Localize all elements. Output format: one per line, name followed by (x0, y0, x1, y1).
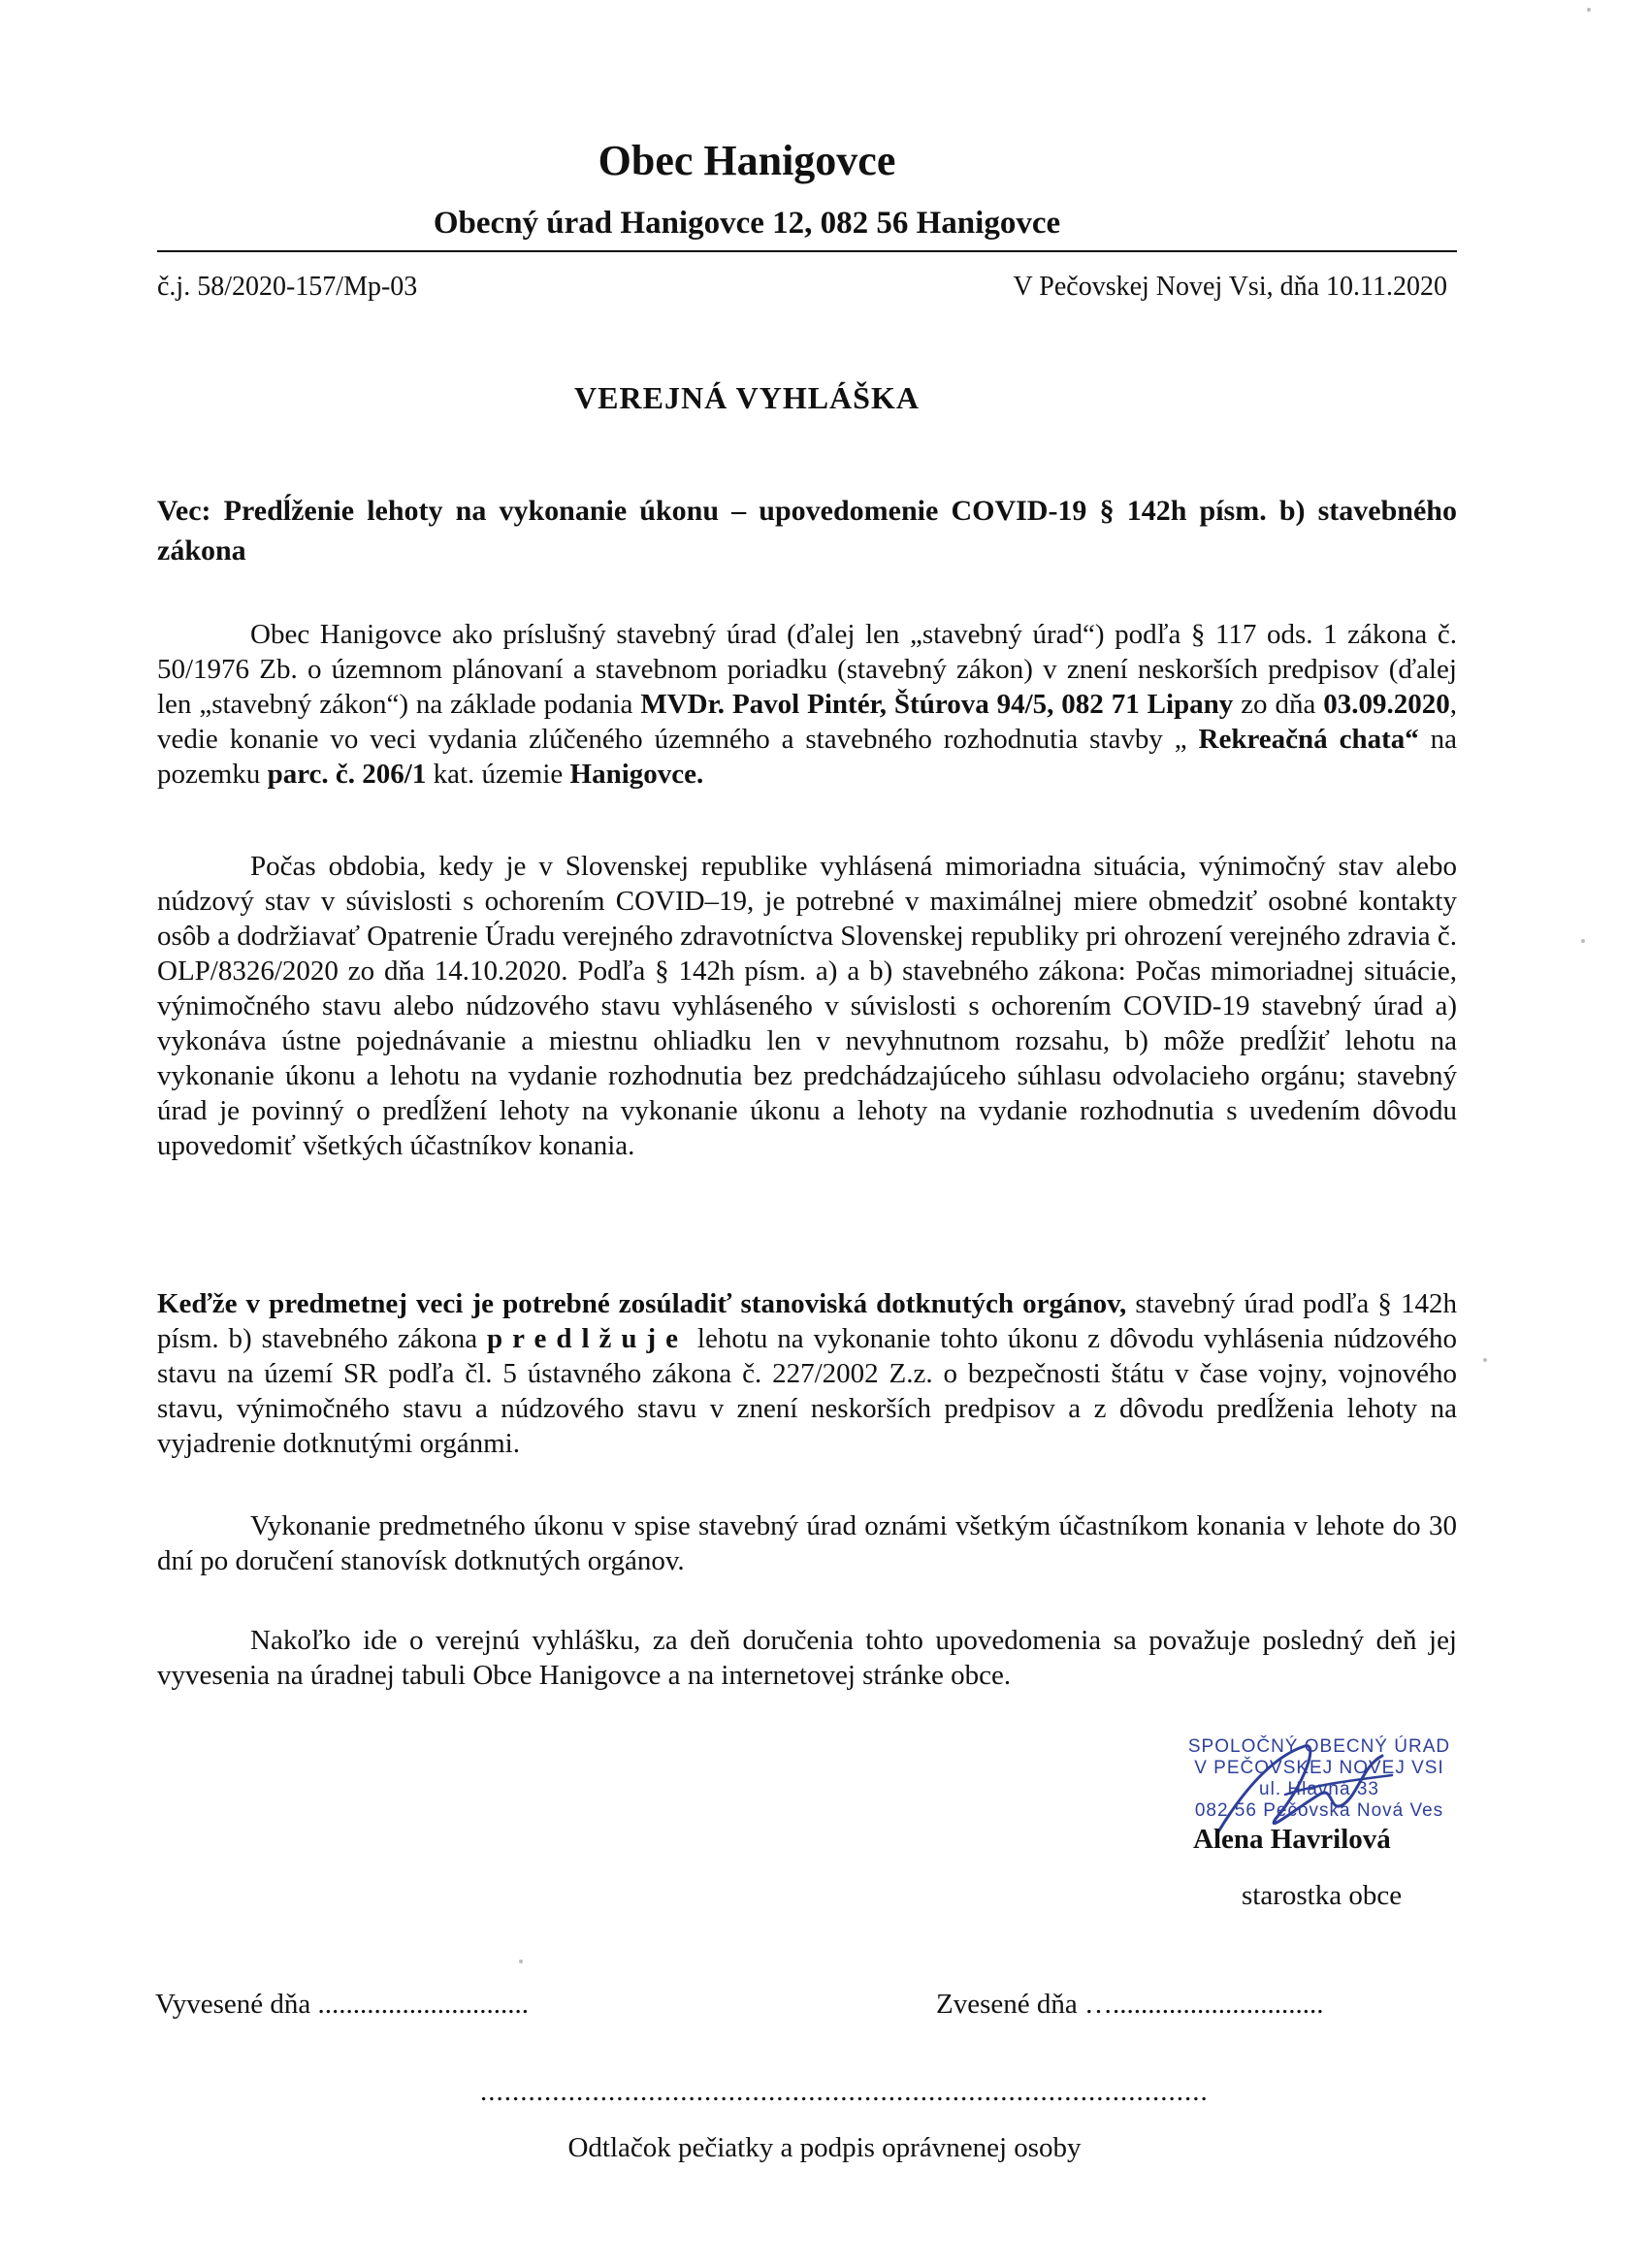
p1-text-4: na pozemku (157, 724, 1457, 790)
subject-line: Vec: Predĺženie lehoty na vykonanie úkonu – upovedomenie COVID-19 § 142h písm. b) stavebného zákona (157, 495, 1457, 567)
p3-text-1: stavebný úrad podľa § 142h písm. b) stavebného zákona (157, 1288, 1457, 1354)
p3-text-2: lehotu na vykonanie tohto úkonu z dôvodu vyhlásenia núdzového stavu na území SR podľa čl. 5 ústavného zákona č. 227/2002 Z.z. o bezpečnosti štátu v čase vojny, vojnového stavu, výnimočného stavu a núdzového stavu v znení neskorších predpisov a z dôvodu predĺženia lehoty na vyjadrenie dotknutými orgánmi. (157, 1323, 1457, 1459)
paragraph-4: Vykonanie predmetného úkonu v spise stavebný úrad oznámi všetkým účastníkom konania v lehote do 30 dní po doručení stanovísk dotknutých orgánov. (157, 1510, 1457, 1576)
p1-parcel: parc. č. 206/1 (267, 759, 427, 790)
p1-cadastre: Hanigovce. (569, 759, 704, 790)
scan-speck (519, 1960, 523, 1963)
paragraph-3 (157, 1286, 1457, 1461)
p3-spaced-word: predlžuje (486, 1323, 689, 1354)
p1-text-2: zo dňa (1233, 689, 1324, 720)
scan-speck (1587, 8, 1591, 12)
document-heading: VEREJNÁ VYHLÁŠKA (574, 380, 920, 415)
municipality-title: Obec Hanigovce (598, 137, 896, 184)
stamp-line-4: 082 56 Pečovská Nová Ves (1194, 1800, 1444, 1821)
stamp-line-3: ul. Hlavná 33 (1259, 1779, 1379, 1799)
p1-text-1: Obec Hanigovce ako príslušný stavebný úrad (ďalej len „stavebný úrad“) podľa § 117 ods. 1 zákona č. 50/1976 Zb. o územnom plánovaní a stavebnom poriadku (stavebný zákon) v znení neskorších predpisov (ďalej len „stavebný zákon“) na základe podania (157, 619, 1457, 720)
removed-date-field: Zvesené dňa ….............................. (936, 1989, 1324, 2020)
p1-date: 03.09.2020 (1323, 689, 1450, 720)
p1-text-5: kat. územie (426, 759, 570, 790)
signature-dotted-line: ........................................................................................... (480, 2076, 1209, 2107)
place-date: V Pečovskej Novej Vsi, dňa 10.11.2020 (1013, 272, 1447, 302)
stamp-line-1: SPOLOČNÝ OBECNÝ ÚRAD (1187, 1736, 1451, 1757)
signer-role: starostka obce (1242, 1880, 1403, 1911)
signature-caption: Odtlačok pečiatky a podpis oprávnenej osoby (567, 2132, 1082, 2163)
paragraph-1 (157, 617, 1457, 792)
paragraph-5: Nakoľko ide o verejnú vyhlášku, za deň doručenia tohto upovedomenia sa považuje posledný deň jej vyvesenia na úradnej tabuli Obce Hanigovce a na internetovej stránke obce. (157, 1625, 1457, 1691)
p1-text-3: , vedie konanie vo veci vydania zlúčeného územného a stavebného rozhodnutia stavby „ (157, 689, 1457, 755)
scan-speck (1483, 1358, 1487, 1362)
paragraph-2: Počas obdobia, kedy je v Slovenskej republike vyhlásená mimoriadna situácia, výnimočný stav alebo núdzový stav v súvislosti s ochorením COVID–19, je potrebné v maximálnej miere obmedziť osobné kontakty osôb a dodržiavať Opatrenie Úradu verejného zdravotníctva Slovenskej republiky pri ohrození verejného zdravia č. OLP/8326/2020 zo dňa 14.10.2020. Podľa § 142h písm. a) a b) stavebného zákona: Počas mimoriadnej situácie, výnimočného stavu alebo núdzového stavu vyhláseného v súvislosti s ochorením COVID-19 stavebný úrad a) vykonáva ústne pojednávanie a miestnu ohliadku len v nevyhnutnom rozsahu, b) môže predĺžiť lehotu na vykonanie úkonu a lehotu na vydanie rozhodnutia bez predchádzajúceho súhlasu odvolacieho orgánu; stavebný úrad je povinný o predĺžení lehoty na vykonanie úkonu a lehoty na vydanie rozhodnutia s uvedením dôvodu upovedomiť všetkých účastníkov konania. (157, 851, 1457, 1161)
p1-building: Rekreačná chata“ (1198, 724, 1419, 755)
p3-bold-lead: Keďže v predmetnej veci je potrebné zosúladiť stanoviská dotknutých orgánov, (157, 1288, 1127, 1319)
header-divider (157, 250, 1457, 252)
stamp-line-2: V PEČOVSKEJ NOVEJ VSI (1194, 1758, 1444, 1778)
posted-date-field: Vyvesené dňa .............................. (155, 1989, 530, 2020)
scan-speck (1581, 939, 1585, 943)
office-address: Obecný úrad Hanigovce 12, 082 56 Hanigovce (433, 206, 1061, 241)
signer-name: Alena Havrilová (1193, 1824, 1391, 1855)
p1-applicant: MVDr. Pavol Pintér, Štúrova 94/5, 082 71 Lipany (640, 689, 1234, 720)
reference-number: č.j. 58/2020-157/Mp-03 (157, 272, 418, 302)
